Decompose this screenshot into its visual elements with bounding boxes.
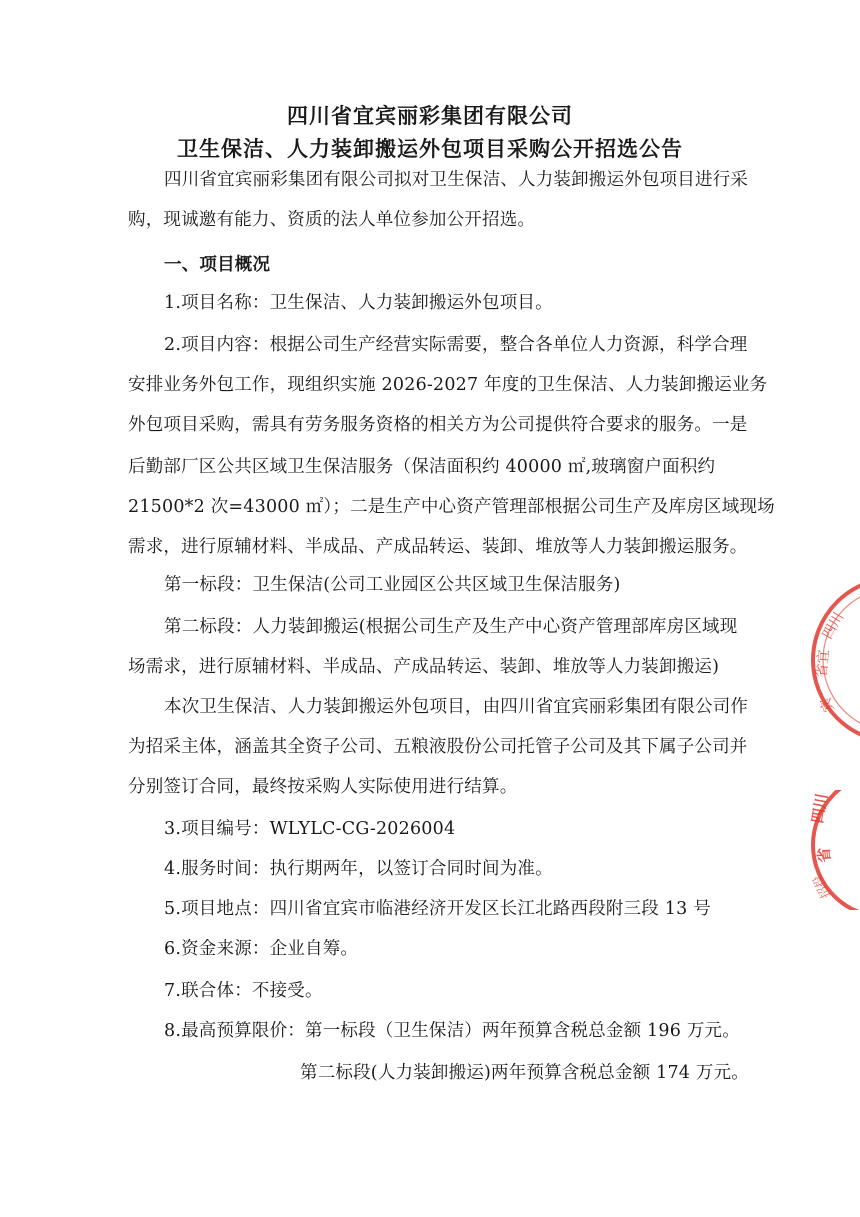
svg-text:四川: 四川 [808, 792, 832, 825]
intro-line-1: 四川省宜宾丽彩集团有限公司拟对卫生保洁、人力装卸搬运外包项目进行采 [164, 170, 749, 190]
svg-text:四川: 四川 [819, 609, 848, 642]
company-seal-lower [800, 790, 860, 910]
svg-text:省宜: 省宜 [814, 649, 833, 679]
svg-text:招投: 招投 [809, 872, 833, 901]
item-8-line-2: 第二标段(人力装卸搬运)两年预算含税总金额 174 万元。 [300, 1063, 749, 1083]
scope-line-1: 本次卫生保洁、人力装卸搬运外包项目，由四川省宜宾丽彩集团有限公司作 [164, 697, 749, 717]
section-heading: 一、项目概况 [164, 255, 271, 275]
intro-line-2: 购，现诚邀有能力、资质的法人单位参加公开招选。 [128, 210, 536, 230]
item-2-line-4: 后勤部厂区公共区域卫生保洁服务（保洁面积约 40000 ㎡,玻璃窗户面积约 [128, 457, 716, 477]
item-2-line-6: 需求，进行原辅材料、半成品、产成品转运、装卸、堆放等人力装卸搬运服务。 [128, 537, 748, 557]
item-2-line-5: 21500*2 次=43000 ㎡）；二是生产中心资产管理部根据公司生产及库房区域现场 [128, 497, 775, 517]
item-8-line-1: 8.最高预算限价：第一标段（卫生保洁）两年预算含税总金额 196 万元。 [164, 1021, 740, 1041]
item-3: 3.项目编号：WLYLC-CG-2026004 [164, 819, 456, 839]
item-2-line-2: 安排业务外包工作，现组织实施 2026-2027 年度的卫生保洁、人力装卸搬运业务 [128, 375, 768, 395]
svg-text:省: 省 [814, 846, 834, 864]
scope-line-2: 为招采主体，涵盖其全资子公司、五粮液股份公司托管子公司及其下属子公司并 [128, 737, 748, 757]
item-2-line-1: 2.项目内容：根据公司生产经营实际需要，整合各单位人力资源，科学合理 [164, 335, 748, 355]
title-company: 四川省宜宾丽彩集团有限公司 [287, 104, 573, 128]
title-project: 卫生保洁、人力装卸搬运外包项目采购公开招选公告 [177, 137, 683, 161]
item-4: 4.服务时间：执行期两年，以签订合同时间为准。 [164, 859, 553, 879]
item-2-line-3: 外包项目采购，需具有劳务服务资格的相关方为公司提供符合要求的服务。一是 [128, 415, 748, 435]
item-5: 5.项目地点：四川省宜宾市临港经济开发区长江北路西段附三段 13 号 [164, 899, 711, 919]
svg-text:宾: 宾 [817, 695, 838, 715]
company-seal-upper [800, 570, 860, 750]
item-1: 1.项目名称：卫生保洁、人力装卸搬运外包项目。 [164, 293, 553, 313]
item-6: 6.资金来源：企业自筹。 [164, 939, 359, 959]
lot-2-line-1: 第二标段：人力装卸搬运(根据公司生产及生产中心资产管理部库房区域现 [164, 617, 738, 637]
scope-line-3: 分别签订合同，最终按采购人实际使用进行结算。 [128, 777, 518, 797]
lot-1: 第一标段：卫生保洁(公司工业园区公共区域卫生保洁服务) [164, 575, 621, 595]
lot-2-line-2: 场需求，进行原辅材料、半成品、产成品转运、装卸、堆放等人力装卸搬运) [128, 657, 720, 677]
item-7: 7.联合体：不接受。 [164, 981, 323, 1001]
